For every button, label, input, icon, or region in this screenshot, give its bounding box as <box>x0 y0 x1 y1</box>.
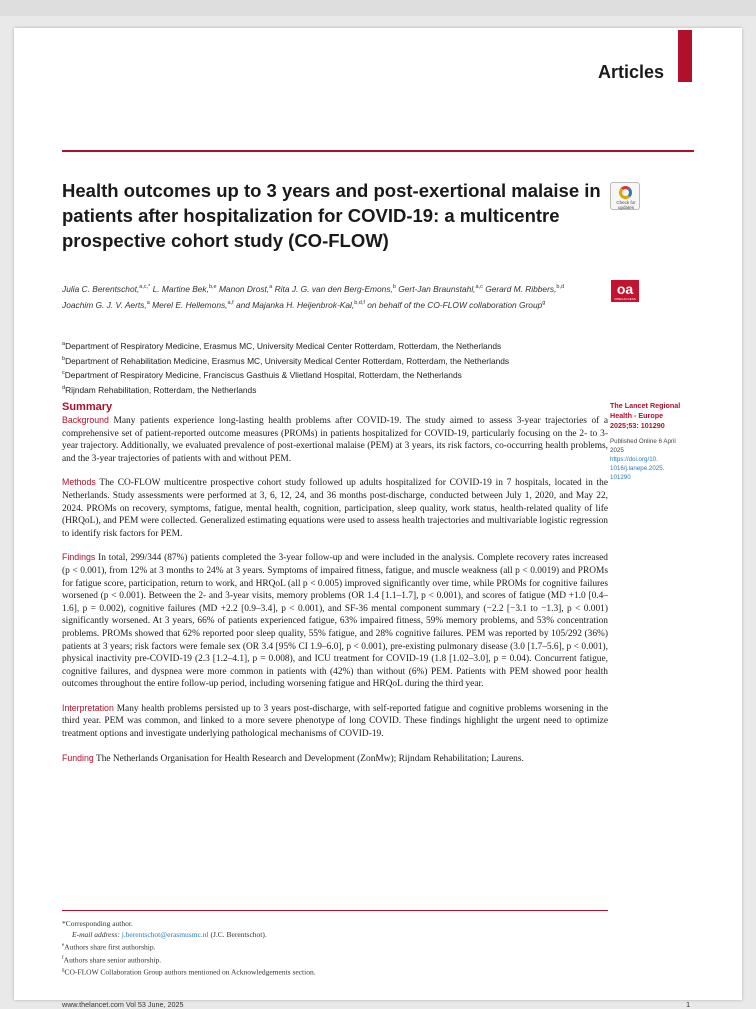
journal-line: Health - Europe <box>610 411 664 420</box>
affiliation-sup: a <box>62 341 66 347</box>
methods-label: Methods <box>62 477 96 488</box>
findings-label: Findings <box>62 552 96 563</box>
article-sidebar <box>610 401 700 482</box>
author[interactable] <box>152 300 234 310</box>
author-sup: b,d,f <box>354 299 365 306</box>
footnote-rule <box>62 910 608 911</box>
published-date <box>610 437 700 455</box>
footnote-e: $^e$Authors share first authorship. <box>62 942 156 952</box>
author[interactable] <box>236 300 365 310</box>
abstract <box>62 414 608 776</box>
funding-label: Funding <box>62 752 94 763</box>
article-title: Health outcomes up to 3 years and post-exertional malaise in patients after hospitalization for COVID-19: a multicentre prospective cohort study (CO-FLOW) <box>62 180 601 251</box>
cfu-line1: Check for <box>616 200 636 205</box>
affiliation-item <box>62 338 602 353</box>
affiliation-text: Department of Respiratory Medicine, Erasmus MC, University Medical Center Rotterdam, Rotterdam, the Netherlands <box>65 340 502 351</box>
author-sup: a,f <box>227 299 234 306</box>
author-sup: b <box>392 284 396 290</box>
affiliation-item <box>62 353 602 368</box>
email-link[interactable]: j.berentschot@erasmusmc.nl <box>121 930 209 939</box>
author-sup: a <box>269 284 273 290</box>
affiliations <box>62 338 602 396</box>
footnote-text: CO-FLOW Collaboration Group authors mentioned on Acknowledgements section. <box>64 967 316 977</box>
open-access-icon <box>611 280 639 302</box>
journal-line: 2025;53: 101290 <box>610 421 665 430</box>
author-name: Gerard M. Ribbers, <box>485 283 557 294</box>
author[interactable] <box>62 284 150 294</box>
abstract-findings <box>62 551 608 691</box>
findings-text: In total, 299/344 (87%) patients completed the 3-year follow-up and were included in the analysis. Complete recovery rates increased (p < 0.001), from 12% at 3 months to 24% at 3 years. Symptoms of impaired fitness, fatigue, and muscle weakness (all p < 0.0019) and PROMs for fatigue score, participation, return to work, and HRQoL (all p < 0.005) improved significantly over time, while PROMs for cognitive failures worsened (p < 0.001). Between the 2- and 3-year visits, memory problems (OR 1.4 [1.1–1.7], p < 0.001), and scores of fatigue (MD +1.0 [0.4–1.6], p = 0.002), cognitive failures (MD +2.2 [0.9–3.4], p < 0.001), and SF-36 mental component summary (−2.2 [−3.1 to −1.3], p < 0.001) significantly worsened. At 3 years, 66% of patients experienced fatigue, 63% impaired fitness, 59% memory problems, and 53% concentration problems. PROMs showed that 62% reported poor sleep quality, 55% fatigue, and 28% cognitive failures. PEM was reported by 105/292 (36%) patients at 3 years; risk factors were female sex (OR 3.4 [95% CI 1.9–6.0], p < 0.001), pre-existing pulmonary disease (3.0 [1.7–5.6], p < 0.001), physical inactivity pre-COVID-19 (2.3 [1.2–4.1], p = 0.008), and ICU treatment for COVID-19 (1.8 [1.02–3.0], p = 0.04). Concurrent fatigue, cognitive failures, and dyspnea were more common in patients with (42%) than without (6%) PEM. Patients with PEM showed poor health outcomes throughout the entire follow-up period, including worsening fatigue and HRQoL during the third year. <box>62 553 608 690</box>
author-name: Manon Drost, <box>218 283 270 294</box>
journal-line: The Lancet Regional <box>610 401 681 410</box>
doi-line: https://doi.org/10. <box>610 456 658 463</box>
summary-heading: Summary <box>62 401 113 413</box>
affiliation-text: Department of Respiratory Medicine, Franciscus Gasthuis & Vlietland Hospital, Rotterdam, the Netherlands <box>64 369 462 380</box>
author-sup: a <box>146 299 150 306</box>
author-name: Julia C. Berentschot, <box>62 283 140 294</box>
doi-link[interactable] <box>610 455 700 482</box>
viewer-top-bar <box>0 0 756 16</box>
author-name: Merel E. Hellemons, <box>152 299 228 310</box>
author-sup: a,c <box>475 284 483 290</box>
abstract-funding <box>62 752 608 766</box>
check-for-updates-label <box>612 200 640 210</box>
oa-label: oa <box>616 281 634 297</box>
interpretation-text: Many health problems persisted up to 3 years post-discharge, with self-reported fatigue and cognitive problems worsening in the third year. PEM was common, and linked to a more severe phenotype of long COVID. These findings highlight the urgent need to optimize treatment options and investigate underlying pathological mechanisms of COVID-19. <box>62 703 608 740</box>
background-label: Background <box>62 415 109 425</box>
oa-sub-label: OPEN ACCESS <box>614 297 636 301</box>
footer-citation: www.thelancet.com Vol 53 June, 2025 <box>62 1000 184 1009</box>
affiliation-sup: b <box>62 355 66 362</box>
author-name: Joachim G. J. V. Aerts, <box>62 299 147 310</box>
author[interactable] <box>398 284 483 294</box>
footnote-f: $^f$Authors share senior authorship. <box>62 955 162 964</box>
doi-line: 101290 <box>610 474 631 481</box>
author-name: and Majanka H. Heijenbrok-Kal, <box>235 299 355 310</box>
affiliation-sup: c <box>62 370 65 377</box>
published-line: 2025 <box>610 447 624 454</box>
author-sup: b,d <box>556 284 565 290</box>
footnotes <box>62 918 608 978</box>
update-ring-icon <box>619 186 632 199</box>
email-suffix: (J.C. Berentschot). <box>210 930 267 939</box>
check-for-updates-button[interactable] <box>610 182 644 220</box>
author[interactable] <box>275 284 396 294</box>
interpretation-label: Interpretation <box>62 702 114 713</box>
author-sup: b,e <box>208 284 217 290</box>
author-name: Gert-Jan Braunstahl, <box>398 283 476 294</box>
affiliation-text: Department of Rehabilitation Medicine, Erasmus MC, University Medical Center Rotterdam, Rotterdam, the Netherlands <box>65 355 510 366</box>
author[interactable] <box>485 284 564 294</box>
published-line: Published Online 6 April <box>610 438 676 445</box>
author-sup: a,c,* <box>139 284 151 290</box>
affiliation-item <box>62 367 602 382</box>
footnote-email <box>72 929 608 940</box>
page-number: 1 <box>686 1000 691 1009</box>
affiliation-sup: d <box>62 384 66 391</box>
author-name: L. Martine Bek, <box>152 283 209 294</box>
funding-text: The Netherlands Organisation for Health Research and Development (ZonMw); Rijndam Rehabilitation; Laurens. <box>95 753 524 764</box>
footnote-corresponding: *Corresponding author. <box>62 919 133 928</box>
check-for-updates-icon <box>610 182 640 210</box>
page-content <box>14 28 742 1009</box>
abstract-interpretation <box>62 702 608 741</box>
author-name: on behalf of the CO-FLOW collaboration Group <box>367 299 543 310</box>
author[interactable] <box>62 300 150 310</box>
background-text: Many patients experience long-lasting health problems after COVID-19. The study aimed to assess 3-year trajectories of a comprehensive set of patient-reported outcome measures (PROMs) in patients hospitalized for COVID-19, particularly focusing on the 2- to 3-year trajectory. Additionally, we evaluated prevalence of post-exertional malaise (PEM) at 3 years, its risk factors, co-occurring health problems, and the 3-year trajectories of patients with and without PEM. <box>62 416 608 464</box>
section-label: Articles <box>598 62 665 82</box>
author-list <box>62 280 602 312</box>
author[interactable] <box>153 284 217 294</box>
author-sup: g <box>542 299 546 306</box>
footnote-g: $^g$CO-FLOW Collaboration Group authors mentioned on Acknowledgements section. <box>62 967 316 977</box>
author[interactable] <box>219 284 272 294</box>
author[interactable] <box>367 300 545 310</box>
abstract-background <box>62 414 608 465</box>
affiliation-text: Rijndam Rehabilitation, Rotterdam, the Netherlands <box>65 384 257 395</box>
author-name: Rita J. G. van den Berg-Emons, <box>274 283 393 294</box>
email-label: E-mail address: <box>72 930 120 939</box>
doi-line: 1016/j.lanepe.2025. <box>610 465 665 472</box>
cfu-line2: updates <box>617 205 634 210</box>
affiliation-item <box>62 382 602 397</box>
footnote-text: Authors share senior authorship. <box>63 955 162 964</box>
abstract-methods <box>62 476 608 540</box>
footnote-text: Authors share first authorship. <box>64 942 156 952</box>
journal-citation <box>610 401 700 431</box>
methods-text: The CO-FLOW multicentre prospective cohort study followed up adults hospitalized for COVID-19 in 7 hospitals, located in the Netherlands. Study assessments were performed at 3, 6, 12, 24, and 36 months post-discharge, conducted between July 1, 2020, and May 22, 2024. PROMs on recovery, symptoms, fatigue, mental health, cognition, participation, sleep quality, work status, health-related quality of life (HRQoL), and PEM were collected. Generalized estimating equations were used to assess health trajectories and multivariable logistic regression to identify risk factors for PEM. <box>62 478 608 539</box>
